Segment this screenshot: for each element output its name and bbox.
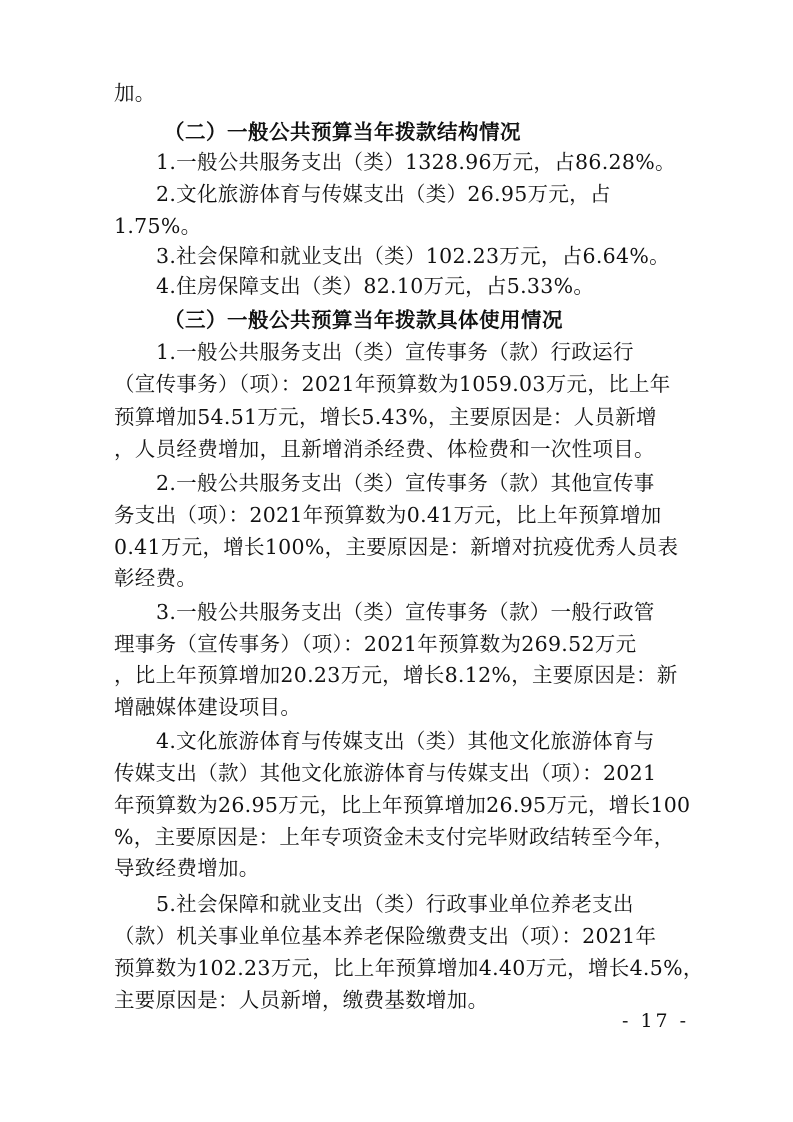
paragraph-line: 2.一般公共服务支出（类）宣传事务（款）其他宣传事 — [156, 471, 655, 495]
paragraph-line: 1.一般公共服务支出（类）1328.96万元，占86.28%。 — [156, 150, 676, 174]
section-heading: （二）一般公共预算当年拨款结构情况 — [164, 120, 521, 144]
paragraph-line: 1.75%。 — [114, 214, 202, 238]
paragraph-line: 加。 — [114, 81, 156, 105]
paragraph-line: 理事务（宣传事务）（项）：2021年预算数为269.52万元 — [114, 632, 637, 656]
paragraph-line: 增融媒体建设项目。 — [114, 695, 302, 719]
section-heading: （三）一般公共预算当年拨款具体使用情况 — [164, 308, 563, 332]
paragraph-line: 彰经费。 — [114, 566, 198, 590]
paragraph-line: 主要原因是：人员新增，缴费基数增加。 — [114, 988, 489, 1012]
paragraph-line: 4.住房保障支出（类）82.10万元，占5.33%。 — [156, 274, 595, 298]
paragraph-line: （宣传事务）（项）：2021年预算数为1059.03万元，比上年 — [114, 372, 671, 396]
paragraph-line: 1.一般公共服务支出（类）宣传事务（款）行政运行 — [156, 340, 634, 364]
paragraph-line: 导致经费增加。 — [114, 856, 260, 880]
paragraph-line: 5.社会保障和就业支出（类）行政事业单位养老支出 — [156, 892, 634, 916]
paragraph-line: 预算数为102.23万元，比上年预算增加4.40万元，增长4.5%， — [114, 956, 704, 980]
paragraph-line: 2.文化旅游体育与传媒支出（类）26.95万元，占 — [156, 182, 611, 206]
paragraph-line: ，比上年预算增加20.23万元，增长8.12%，主要原因是：新 — [114, 663, 678, 687]
paragraph-line: 4.文化旅游体育与传媒支出（类）其他文化旅游体育与 — [156, 729, 655, 753]
paragraph-line: 务支出（项）：2021年预算数为0.41万元，比上年预算增加 — [114, 503, 662, 527]
paragraph-line: %，主要原因是：上年专项资金未支付完毕财政结转至今年， — [114, 825, 675, 849]
paragraph-line: 传媒支出（款）其他文化旅游体育与传媒支出（项）：2021 — [114, 761, 657, 785]
paragraph-line: ，人员经费增加，且新增消杀经费、体检费和一次性项目。 — [114, 437, 655, 461]
paragraph-line: 年预算数为26.95万元，比上年预算增加26.95万元，增长100 — [114, 793, 691, 817]
paragraph-line: （款）机关事业单位基本养老保险缴费支出（项）：2021年 — [114, 924, 657, 948]
paragraph-line: 预算增加54.51万元，增长5.43%，主要原因是：人员新增 — [114, 405, 657, 429]
page-number: - 17 - — [622, 1010, 690, 1032]
paragraph-line: 3.一般公共服务支出（类）宣传事务（款）一般行政管 — [156, 600, 655, 624]
paragraph-line: 3.社会保障和就业支出（类）102.23万元，占6.64%。 — [156, 244, 670, 268]
paragraph-line: 0.41万元，增长100%，主要原因是：新增对抗疫优秀人员表 — [114, 535, 679, 559]
